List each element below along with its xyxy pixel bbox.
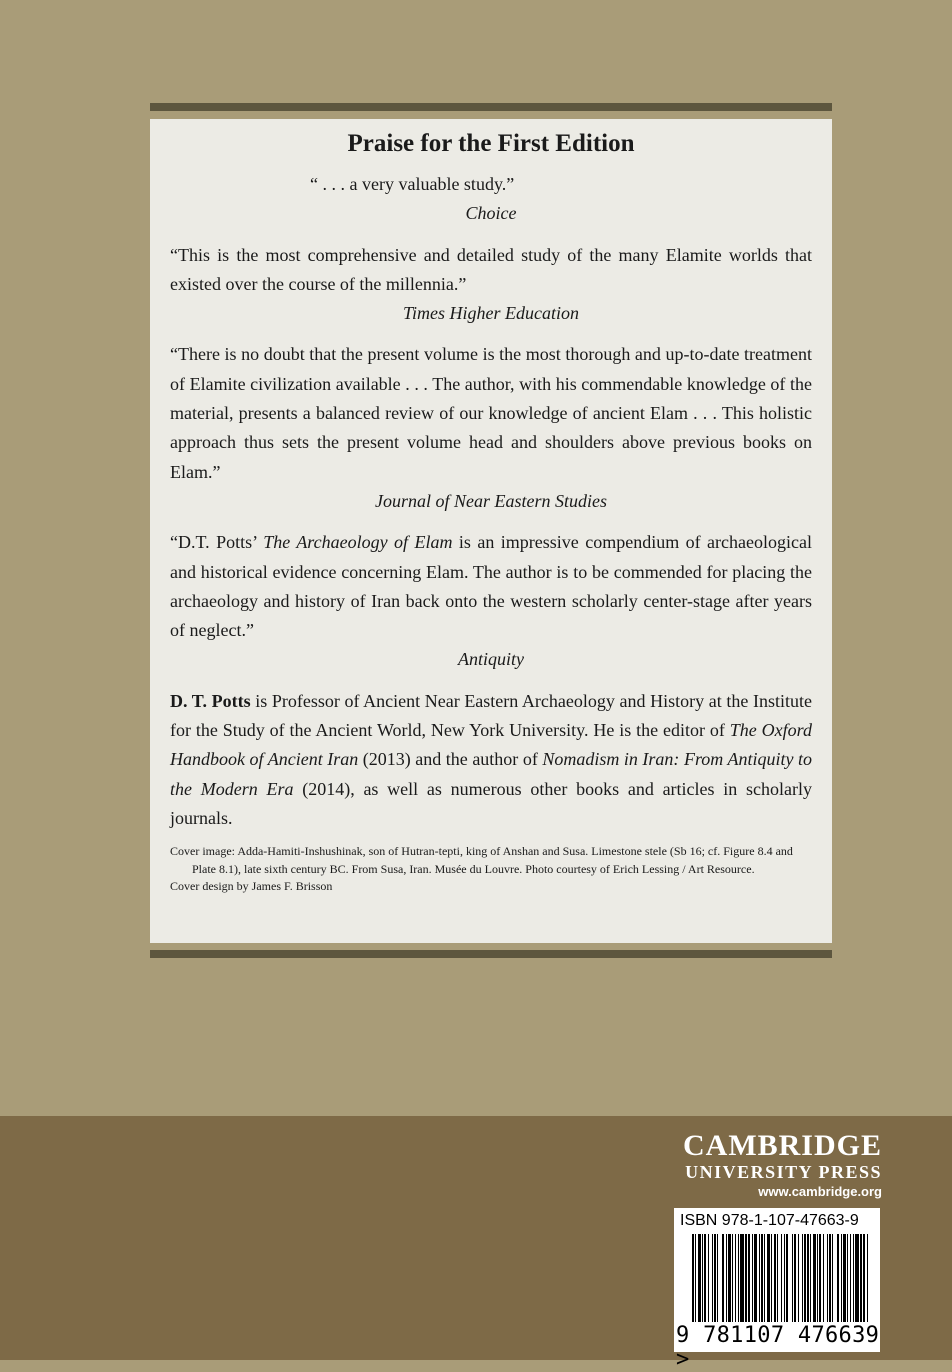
barcode-icon <box>678 1234 876 1324</box>
barcode-bar <box>804 1234 806 1322</box>
barcode-bar <box>732 1234 733 1322</box>
quote-2-source: Times Higher Education <box>403 303 579 324</box>
barcode-bar <box>726 1234 727 1322</box>
barcode-bar <box>695 1234 696 1322</box>
bio-text-3: (2014), as well as numerous other books and articles in scholarly journals. <box>170 778 812 828</box>
back-cover-panel <box>150 119 832 943</box>
bio-book-2: Nomadism in Iran: From Antiquity to the Modern Era <box>170 749 813 799</box>
barcode-bar <box>823 1234 824 1322</box>
quote-2: “This is the most comprehensive and detailed study of the many Elamite worlds that existed over the course of the millennia.” <box>170 244 812 294</box>
barcode-bar <box>813 1234 816 1322</box>
barcode-bar <box>807 1234 809 1322</box>
barcode-bar <box>735 1234 736 1322</box>
barcode-bar <box>792 1234 793 1322</box>
barcode-bar <box>722 1234 724 1322</box>
publisher-subtitle: UNIVERSITY PRESS <box>685 1162 882 1182</box>
barcode-bar <box>810 1234 811 1322</box>
bio-text-1: is Professor of Ancient Near Eastern Archaeology and History at the Institute for the Study of the Ancient World, New York University. He is the editor of <box>170 690 812 741</box>
publisher-logo <box>672 1130 882 1202</box>
barcode-bar <box>786 1234 788 1322</box>
barcode-bar <box>817 1234 818 1322</box>
quote-3: “There is no doubt that the present volume is the most thorough and up-to-date treatment of Elamite civilization available . . . The author, with his commendable knowledge of the material, presents a balanced review of our knowledge of ancient Elam . . . This holistic approach thus sets the present volume head and shoulders above previous books on Elam.” <box>170 344 812 482</box>
cover-design-credit: Cover design by James F. Brisson <box>170 879 333 894</box>
barcode-bar <box>712 1234 713 1322</box>
barcode-bar <box>698 1234 701 1322</box>
barcode-bar <box>850 1234 851 1322</box>
barcode-bar <box>784 1234 785 1322</box>
barcode-bar <box>748 1234 750 1322</box>
quote-1-source: Choice <box>465 203 517 224</box>
barcode-bar <box>847 1234 848 1322</box>
barcode-bar <box>717 1234 718 1322</box>
barcode-bar <box>798 1234 799 1322</box>
barcode-bar <box>781 1234 782 1322</box>
praise-heading: Praise for the First Edition <box>347 130 635 157</box>
barcode-bar <box>837 1234 839 1322</box>
barcode-bar <box>754 1234 757 1322</box>
barcode-bar <box>829 1234 831 1322</box>
barcode-bar <box>708 1234 709 1322</box>
bio-book-1: The Oxford Handbook of Ancient Iran <box>170 720 812 770</box>
quote-4-book-title: The Archaeology of Elam <box>263 532 453 553</box>
barcode-bar <box>855 1234 859 1322</box>
barcode-bar <box>841 1234 842 1322</box>
publisher-url: www.cambridge.org <box>758 1184 882 1199</box>
barcode-bar <box>740 1234 744 1322</box>
barcode-bar <box>863 1234 865 1322</box>
barcode-bar <box>761 1234 763 1322</box>
barcode-bar <box>774 1234 776 1322</box>
barcode-bar <box>767 1234 770 1322</box>
isbn-label: ISBN 978-1-107-47663-9 <box>680 1212 859 1229</box>
quote-4-source: Antiquity <box>458 649 524 670</box>
top-divider-bar <box>150 103 832 111</box>
barcode-bar <box>777 1234 778 1322</box>
author-name: D. T. Potts <box>170 690 251 711</box>
barcode-bar <box>764 1234 765 1322</box>
barcode-bar <box>819 1234 821 1322</box>
barcode-bar <box>827 1234 828 1322</box>
barcode-bar <box>704 1234 706 1322</box>
cover-image-credit: Cover image: Adda-Hamiti-Inshushinak, son of Hutran-tepti, king of Anshan and Susa. Limestone stele (Sb 16; cf. Figure 8.4 and Plate 8.1), late sixth century BC. From Susa, Iran. Musée du Louvre. Photo courtesy of Erich Lessing / Art Resource. <box>170 844 793 876</box>
quote-1: “ . . . a very valuable study.” <box>310 174 515 194</box>
quote-4-end: is an impressive compendium of archaeological and historical evidence concerning Elam. The author is to be commended for placing the archaeology and history of Iran back onto the western scholarly center-stage after years of neglect.” <box>170 532 812 641</box>
barcode-bar <box>692 1234 694 1322</box>
barcode-bar <box>738 1234 739 1322</box>
barcode-bar <box>794 1234 796 1322</box>
barcode-bar <box>759 1234 760 1322</box>
quote-3-source: Journal of Near Eastern Studies <box>375 490 607 511</box>
barcode-bar <box>745 1234 747 1322</box>
barcode-bar <box>702 1234 703 1322</box>
author-bio <box>170 687 812 833</box>
barcode-bar <box>714 1234 716 1322</box>
barcode-digits: 9 781107 476639 > <box>676 1323 880 1372</box>
barcode-bar <box>771 1234 772 1322</box>
barcode-bar <box>728 1234 731 1322</box>
bottom-divider-bar <box>150 950 832 958</box>
isbn-barcode-box <box>674 1208 880 1372</box>
quote-4-start: “D.T. Potts’ <box>170 532 264 553</box>
quote-4 <box>170 528 812 645</box>
barcode-bar <box>867 1234 868 1322</box>
cover-credits <box>170 843 812 896</box>
bio-text-2: (2013) and the author of <box>358 749 543 770</box>
barcode-bar <box>853 1234 854 1322</box>
barcode-bar <box>802 1234 803 1322</box>
barcode-bar <box>860 1234 862 1322</box>
publisher-name: CAMBRIDGE <box>682 1129 882 1162</box>
barcode-bar <box>843 1234 846 1322</box>
barcode-bar <box>752 1234 753 1322</box>
barcode-bar <box>832 1234 833 1322</box>
